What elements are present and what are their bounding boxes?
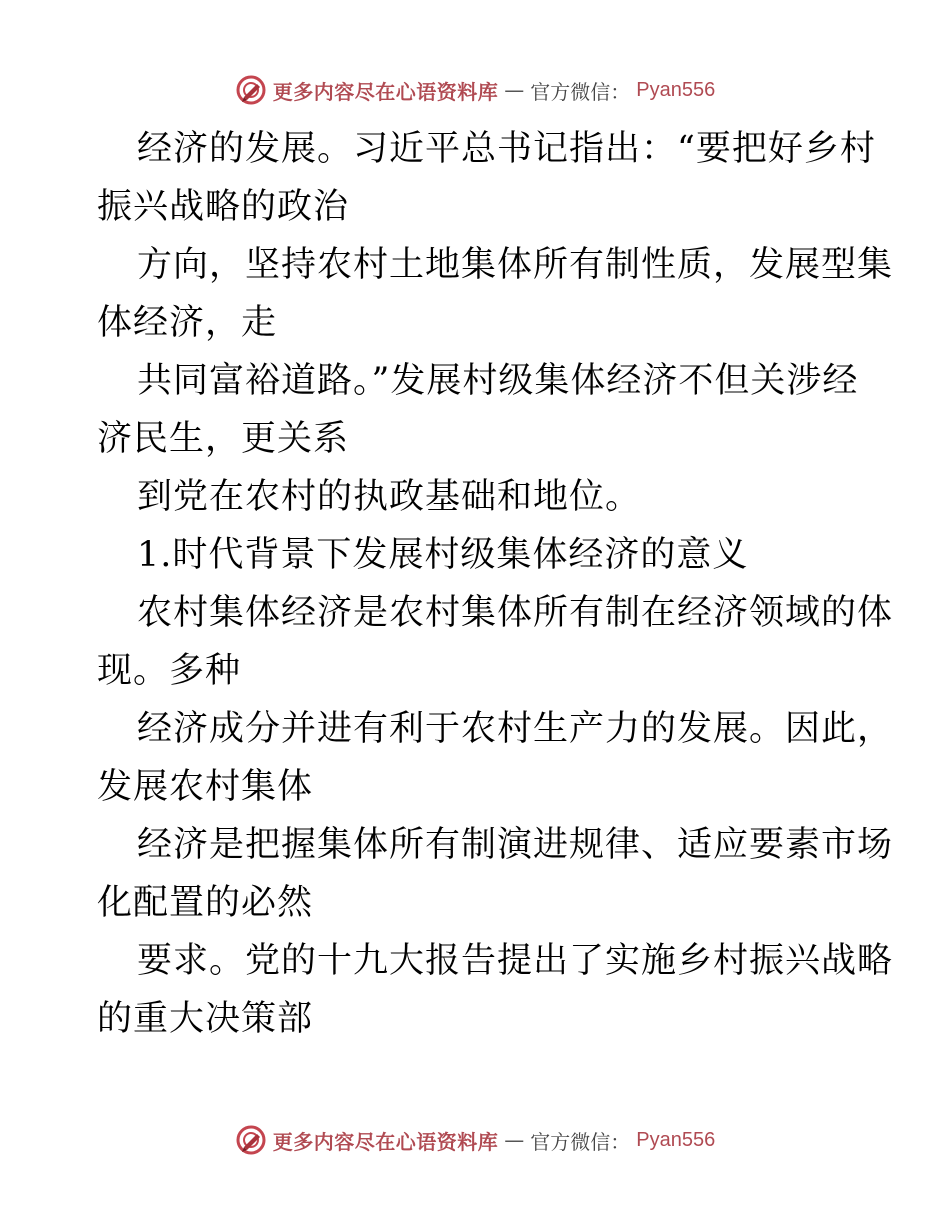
banner-wechat-label: 官方微信： xyxy=(530,79,631,104)
text-line: 方向，坚持农村土地集体所有制性质，发展型集 xyxy=(137,245,894,285)
text-line: 经济的发展。习近平总书记指出：“要把好乡村 xyxy=(137,129,876,169)
red-ring-pen-logo-icon xyxy=(235,74,267,106)
document-body xyxy=(97,120,894,1048)
banner-wechat-id: Pyan556 xyxy=(636,78,716,101)
banner-site-name: 更多内容尽在心语资料库 xyxy=(272,1129,499,1154)
text-line: 化配置的必然 xyxy=(97,883,314,923)
banner-wechat-label: 官方微信： xyxy=(530,1129,631,1154)
text-line: 发展农村集体 xyxy=(97,767,314,807)
text-line: 到党在农村的执政基础和地位。 xyxy=(137,477,642,517)
text-line: 经济是把握集体所有制演进规律、适应要素市场 xyxy=(137,825,894,865)
footer-watermark xyxy=(0,1120,950,1160)
text-line: 现。多种 xyxy=(97,651,242,691)
text-line: 济民生，更关系 xyxy=(97,419,350,459)
section-heading: 1.时代背景下发展村级集体经济的意义 xyxy=(137,535,749,575)
banner-site-name: 更多内容尽在心语资料库 xyxy=(272,79,499,104)
text-line: 振兴战略的政治 xyxy=(97,187,350,227)
text-line: 体经济，走 xyxy=(97,303,278,343)
text-line: 的重大决策部 xyxy=(97,999,314,1039)
text-line: 农村集体经济是农村集体所有制在经济领域的体 xyxy=(137,593,894,633)
text-line: 要求。党的十九大报告提出了实施乡村振兴战略 xyxy=(137,941,894,981)
banner-dash: — xyxy=(504,1128,525,1152)
header-watermark xyxy=(0,70,950,110)
banner-dash: — xyxy=(504,78,525,102)
banner-wechat-id: Pyan556 xyxy=(636,1128,716,1151)
text-line: 共同富裕道路。”发展村级集体经济不但关涉经 xyxy=(137,361,859,401)
red-ring-pen-logo-icon xyxy=(235,1124,267,1156)
text-line: 经济成分并进有利于农村生产力的发展。因此， xyxy=(137,709,894,749)
